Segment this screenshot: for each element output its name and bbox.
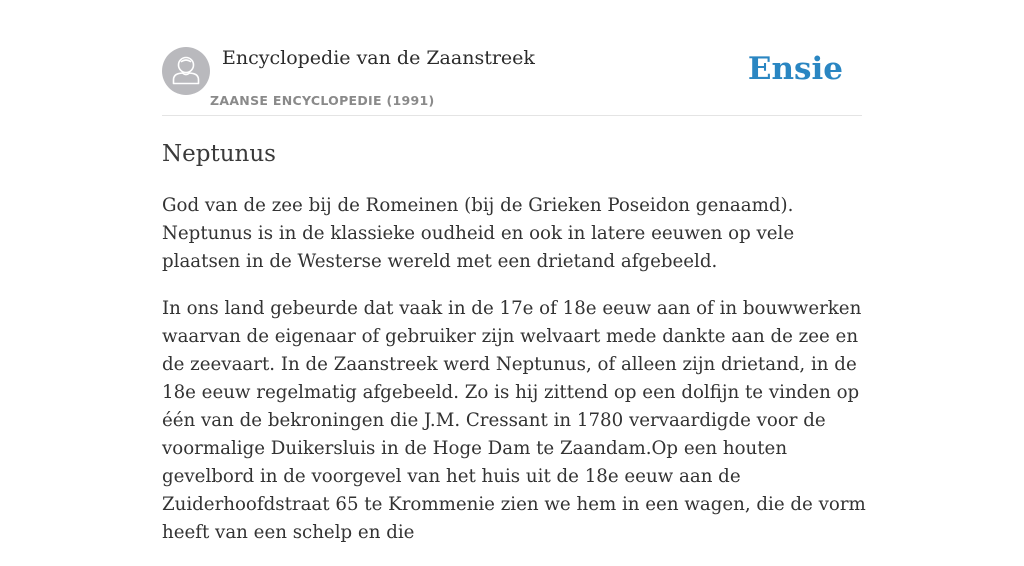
article (162, 138, 868, 566)
user-icon (162, 47, 210, 95)
avatar[interactable] (162, 47, 210, 95)
page-header (162, 46, 862, 116)
article-paragraph: God van de zee bij de Romeinen (bij de Grieken Poseidon genaamd). Neptunus is in de klassieke oudheid en ook in latere eeuwen op vele plaatsen in de Westerse wereld met een drietand afgebeeld. (162, 195, 795, 272)
source-title[interactable]: Encyclopedie van de Zaanstreek (222, 47, 535, 69)
article-paragraph: In ons land gebeurde dat vaak in de 17e of 18e eeuw aan of in bouwwerken waarvan de eigenaar of gebruiker zijn welvaart mede dankte aan de zee en de zeevaart. In de Zaanstreek werd Neptunus, of alleen zijn drietand, in de 18e eeuw regelmatig afgebeeld. Zo is hij zittend op een dolfijn te vinden op één van de bekroningen die J.M. Cressant in 1780 vervaardigde voor de voormalige Duikersluis in de Hoge Dam te Zaandam.Op een houten gevelbord in de voorgevel van het huis uit de 18e eeuw aan de Zuiderhoofdstraat 65 te Krommenie zien we hem in een wagen, die de vorm heeft van een schelp en die (162, 298, 866, 543)
source-subtitle: ZAANSE ENCYCLOPEDIE (1991) (210, 93, 435, 108)
brand-logo[interactable]: Ensie (747, 51, 843, 87)
article-title: Neptunus (162, 141, 276, 167)
